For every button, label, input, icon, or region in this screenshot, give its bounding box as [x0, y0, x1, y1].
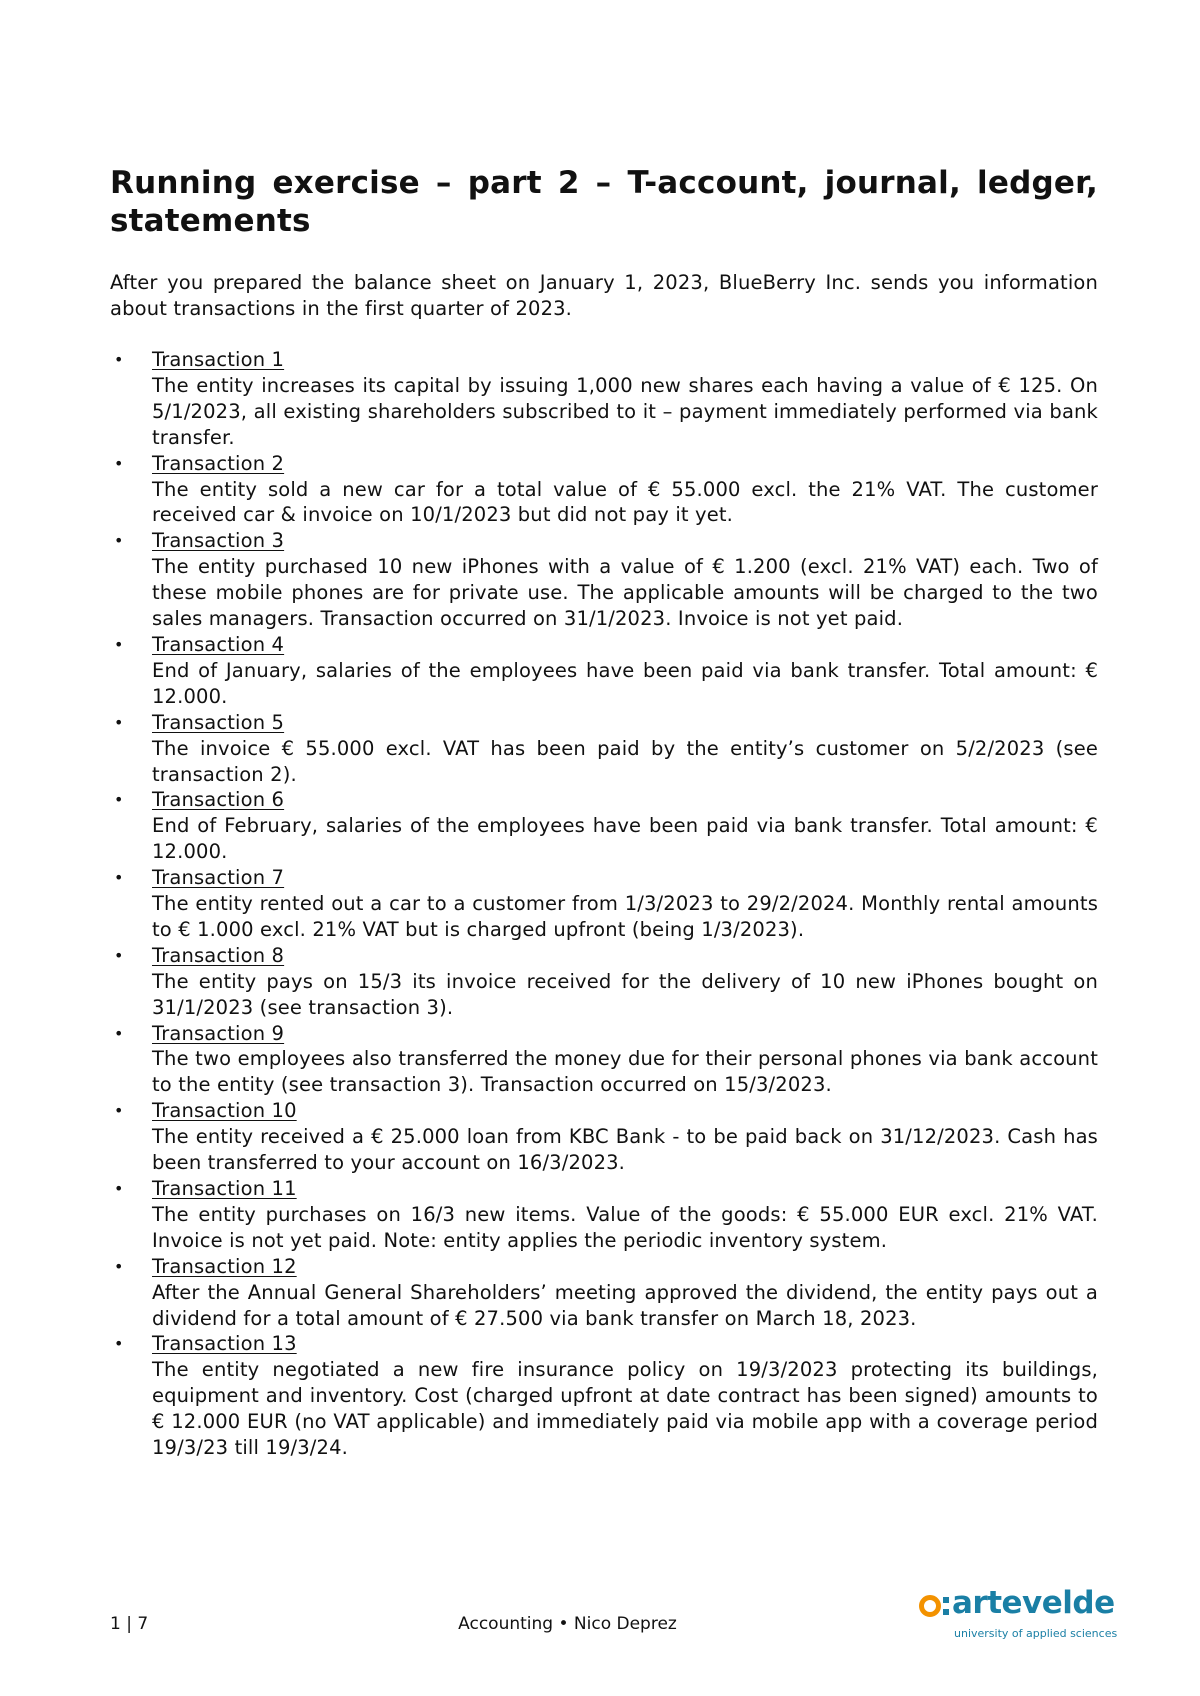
list-item	[110, 1098, 1098, 1176]
intro-paragraph: After you prepared the balance sheet on January 1, 2023, BlueBerry Inc. sends you information about transactions in the first quarter of 2023.	[110, 271, 1098, 320]
list-item	[110, 1331, 1098, 1461]
transaction-heading: Transaction 3	[152, 529, 285, 553]
transaction-description: The entity rented out a car to a customer from 1/3/2023 to 29/2/2024. Monthly rental amounts to € 1.000 excl. 21% VAT but is charged upfront (being 1/3/2023).	[152, 892, 1098, 941]
logo-wordmark: artevelde	[952, 1585, 1115, 1621]
transaction-heading: Transaction 5	[152, 710, 285, 734]
list-item	[110, 943, 1098, 1021]
artevelde-logo	[918, 1585, 1118, 1655]
bullet-icon: •	[114, 1101, 124, 1121]
list-item	[110, 528, 1098, 632]
bullet-icon: •	[114, 453, 124, 473]
bullet-icon: •	[114, 945, 124, 965]
transaction-heading: Transaction 2	[152, 451, 285, 475]
transaction-description: The entity sold a new car for a total value of € 55.000 excl. the 21% VAT. The customer received car & invoice on 10/1/2023 but did not pay it yet.	[152, 477, 1098, 527]
bullet-icon: •	[114, 350, 124, 369]
bullet-icon: •	[114, 634, 124, 654]
list-item	[110, 787, 1098, 865]
transaction-heading: Transaction 12	[152, 1254, 297, 1278]
list-item	[110, 1254, 1098, 1332]
transaction-heading: Transaction 6	[152, 788, 285, 812]
transaction-description: End of February, salaries of the employees have been paid via bank transfer. Total amount: € 12.000.	[152, 814, 1098, 864]
bullet-icon: •	[114, 1334, 124, 1354]
transaction-heading: Transaction 4	[152, 632, 285, 656]
transaction-heading: Transaction 10	[152, 1099, 297, 1123]
transaction-description: The entity increases its capital by issuing 1,000 new shares each having a value of € 125. On 5/1/2023, all existing shareholders subscribed to it – payment immediately performed via bank transfer.	[152, 373, 1098, 449]
bullet-icon: •	[114, 868, 124, 888]
list-item	[110, 1021, 1098, 1099]
list-item	[110, 632, 1098, 710]
bullet-icon: •	[114, 531, 124, 551]
transaction-description: The entity purchases on 16/3 new items. Value of the goods: € 55.000 EUR excl. 21% VAT. Invoice is not yet paid. Note: entity applies the periodic inventory system.	[152, 1202, 1098, 1252]
transaction-heading: Transaction 9	[152, 1021, 285, 1045]
transaction-description: End of January, salaries of the employees have been paid via bank transfer. Total amount: € 12.000.	[152, 658, 1098, 708]
logo-tagline: university of applied sciences	[954, 1627, 1118, 1640]
transaction-description: The entity purchased 10 new iPhones with a value of € 1.200 (excl. 21% VAT) each. Two of these mobile phones are for private use. The applicable amounts will be charged to the two sales managers. Transaction occurred on 31/1/2023. Invoice is not yet paid.	[152, 555, 1098, 631]
transaction-heading: Transaction 11	[152, 1177, 297, 1200]
bullet-icon: •	[114, 790, 124, 810]
document-title: Running exercise – part 2 – T-account, journal, ledger, statements	[110, 165, 1098, 239]
footer-course-author: Accounting • Nico Deprez	[458, 1614, 677, 1634]
list-item	[110, 347, 1098, 451]
transaction-heading: Transaction 7	[152, 866, 285, 890]
bullet-icon: •	[114, 712, 124, 732]
transaction-heading: Transaction 13	[152, 1332, 297, 1356]
transaction-description: The entity received a € 25.000 loan from KBC Bank - to be paid back on 31/12/2023. Cash has been transferred to your account on 16/3/2023.	[152, 1125, 1098, 1175]
transaction-description: The two employees also transferred the money due for their personal phones via bank account to the entity (see transaction 3). Transaction occurred on 15/3/2023.	[152, 1047, 1098, 1097]
page-number: 1 | 7	[110, 1614, 149, 1634]
transaction-heading: Transaction 8	[152, 943, 285, 967]
transaction-description: The entity pays on 15/3 its invoice received for the delivery of 10 new iPhones bought on 31/1/2023 (see transaction 3).	[152, 969, 1098, 1019]
bullet-icon: •	[114, 1179, 124, 1198]
list-item	[110, 1176, 1098, 1254]
transaction-description: After the Annual General Shareholders’ meeting approved the dividend, the entity pays out a dividend for a total amount of € 27.500 via bank transfer on March 18, 2023.	[152, 1280, 1098, 1330]
list-item	[110, 865, 1098, 943]
bullet-icon: •	[114, 1256, 124, 1276]
transaction-description: The entity negotiated a new fire insurance policy on 19/3/2023 protecting its buildings, equipment and inventory. Cost (charged upfront at date contract has been signed) amounts to € 12.000 EUR (no VAT applicable) and immediately paid via mobile app with a coverage period 19/3/23 till 19/3/24.	[152, 1358, 1098, 1460]
transaction-list	[110, 347, 1098, 1461]
list-item	[110, 710, 1098, 788]
list-item	[110, 451, 1098, 529]
transaction-description: The invoice € 55.000 excl. VAT has been paid by the entity’s customer on 5/2/2023 (see transaction 2).	[152, 736, 1098, 786]
transaction-heading: Transaction 1	[152, 348, 285, 371]
bullet-icon: •	[114, 1023, 124, 1043]
logo-mark-icon	[918, 1591, 952, 1623]
